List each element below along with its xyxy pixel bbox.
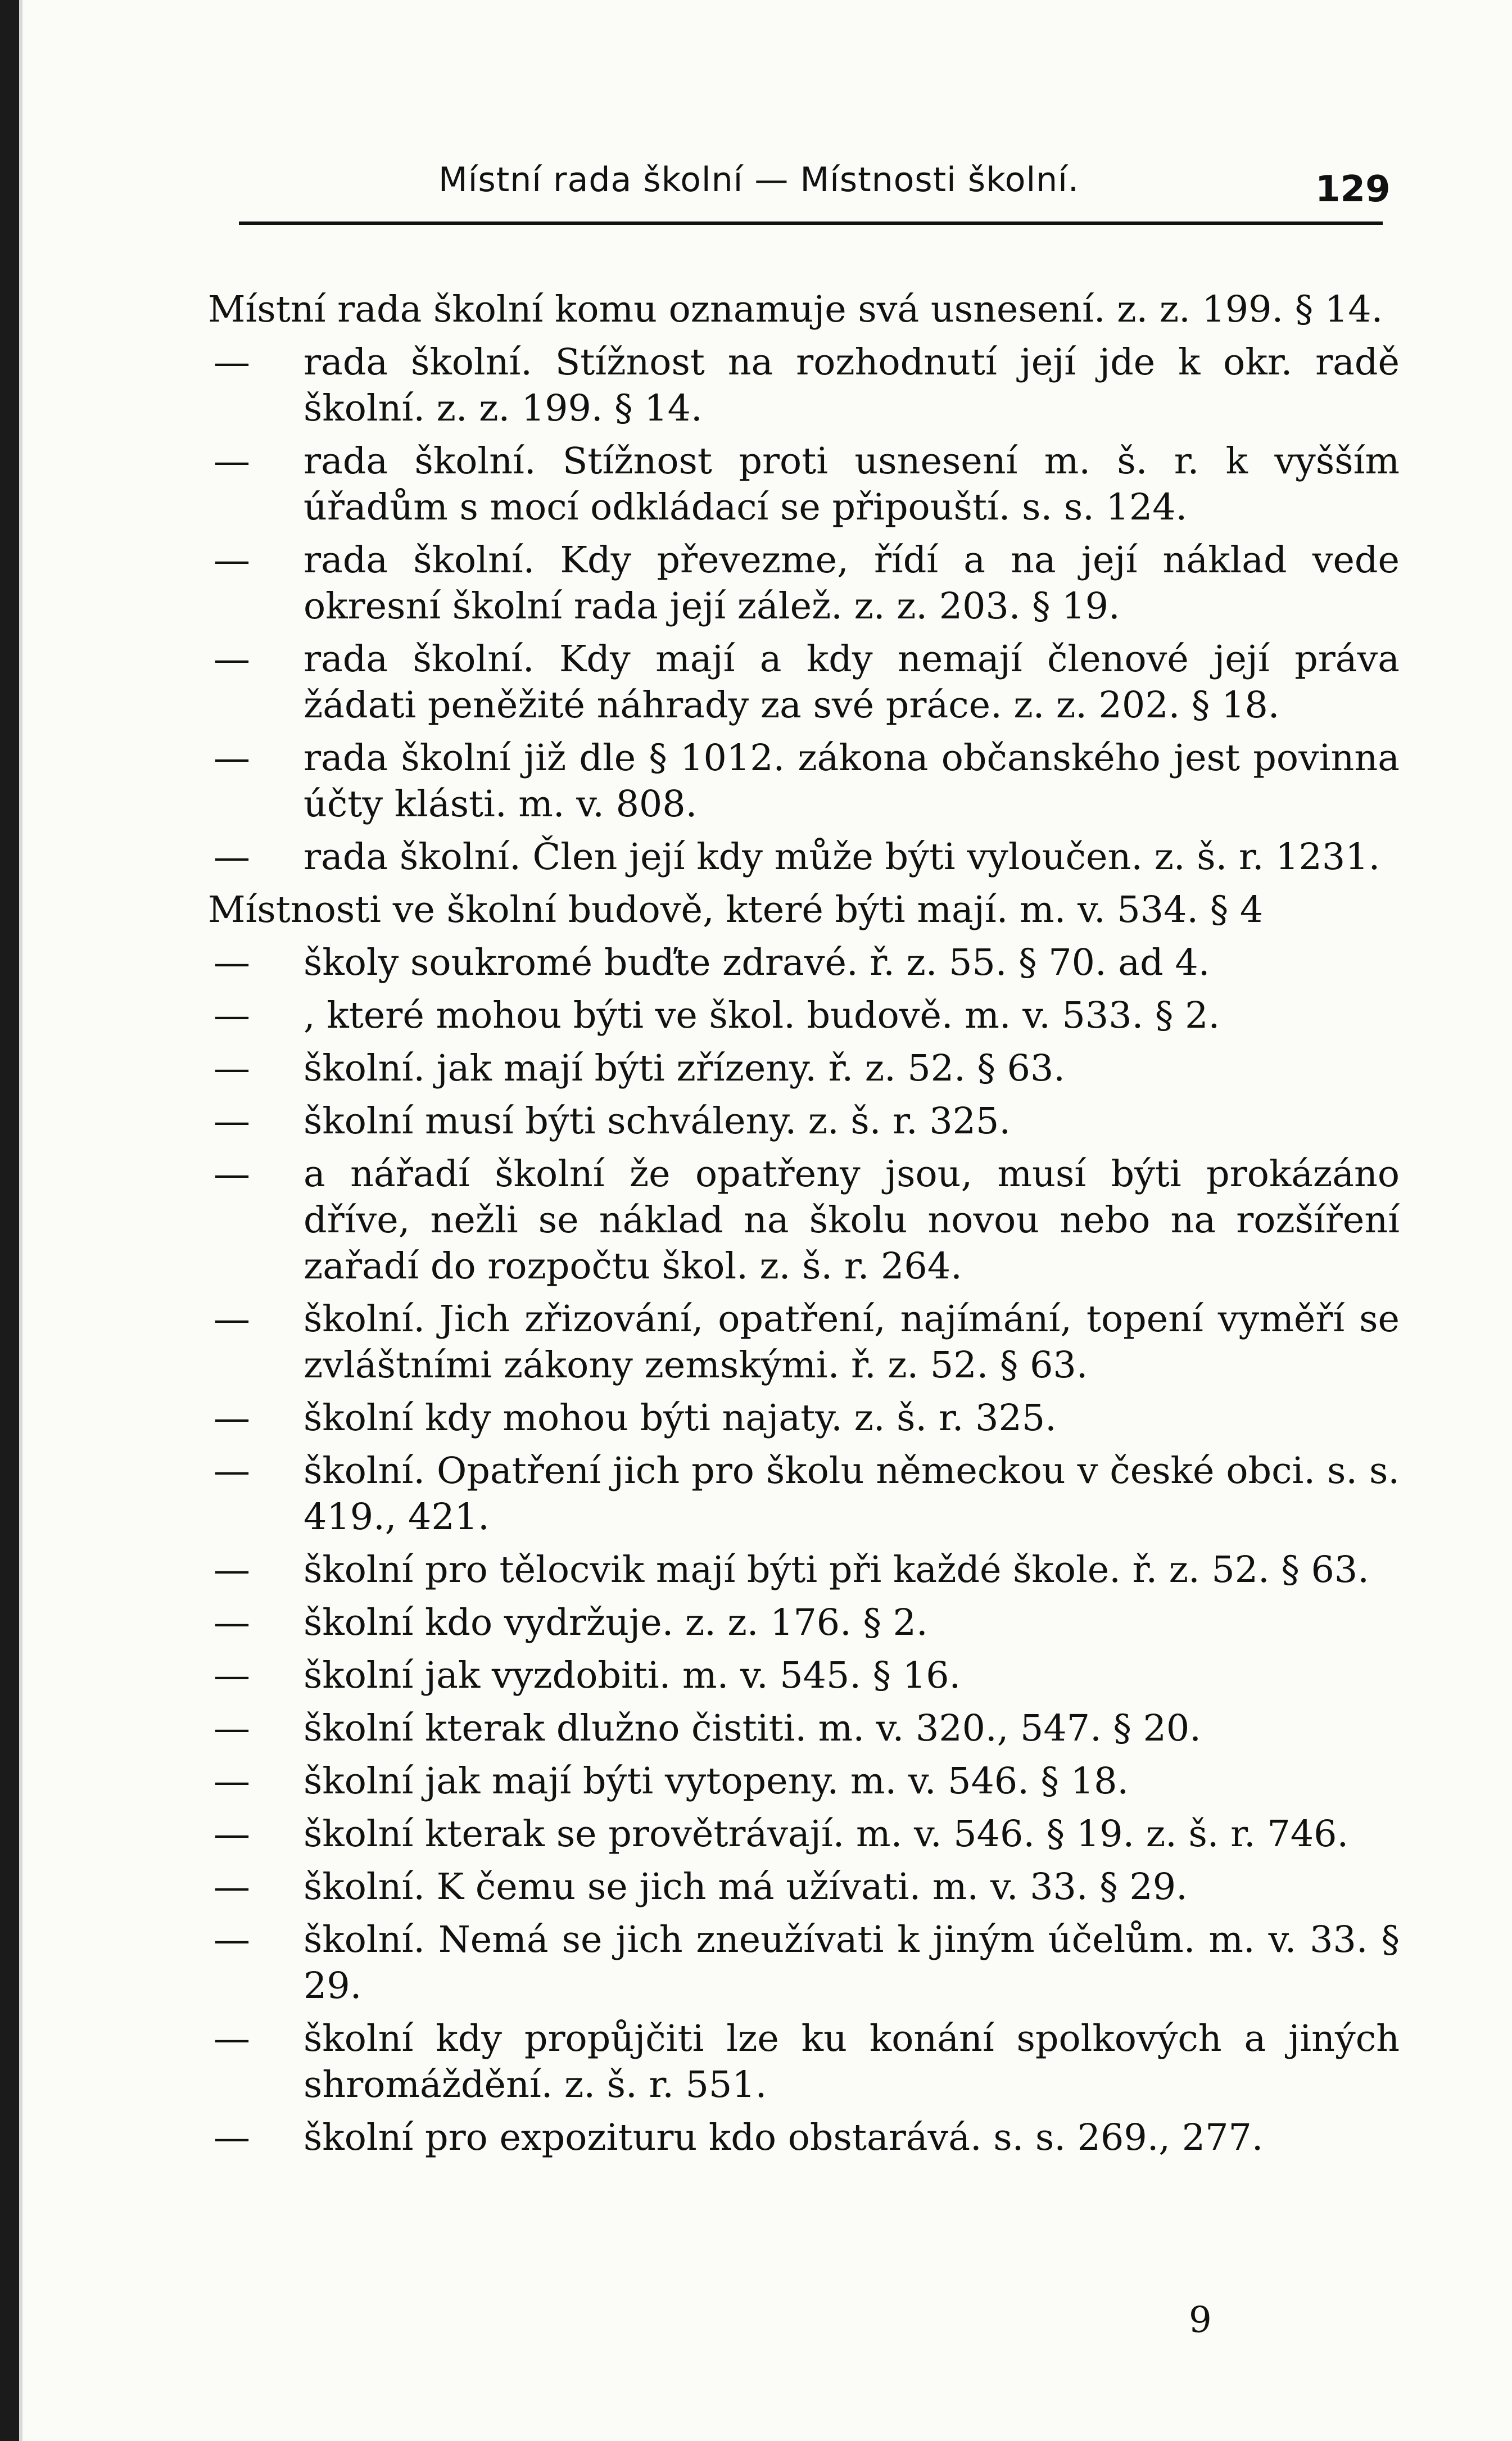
entry-text: školní pro expozituru kdo obstarává. s. s. 269., 277. bbox=[304, 2117, 1264, 2159]
entry-dash: — bbox=[214, 737, 250, 779]
entry-text: školní musí býti schváleny. z. š. r. 325. bbox=[304, 1100, 1011, 1142]
index-heading-entry bbox=[208, 287, 1400, 333]
index-sub-entry bbox=[208, 1811, 1400, 1857]
entry-text: školní. Nemá se jich zneužívati k jiným účelům. m. v. 33. § 29. bbox=[304, 1919, 1400, 2007]
entry-dash: — bbox=[214, 995, 250, 1037]
index-entries bbox=[208, 287, 1400, 2168]
entry-text: školní pro tělocvik mají býti při každé škole. ř. z. 52. § 63. bbox=[304, 1549, 1369, 1591]
index-sub-entry bbox=[208, 1547, 1400, 1593]
index-sub-entry bbox=[208, 636, 1400, 729]
entry-text: školní. jak mají býti zřízeny. ř. z. 52. § 63. bbox=[304, 1047, 1065, 1090]
entry-text: rada školní. Kdy převezme, řídí a na její náklad vede okresní školní rada její zálež. z. z. 203. § 19. bbox=[304, 539, 1400, 627]
entry-dash: — bbox=[214, 539, 250, 581]
index-sub-entry bbox=[208, 2115, 1400, 2161]
entry-dash: — bbox=[214, 1866, 250, 1908]
entry-text: školní kterak dlužno čistiti. m. v. 320., 547. § 20. bbox=[304, 1707, 1201, 1750]
entry-text: rada školní. Člen její kdy může býti vyloučen. z. š. r. 1231. bbox=[304, 836, 1380, 878]
index-sub-entry bbox=[208, 1296, 1400, 1389]
index-sub-entry bbox=[208, 1151, 1400, 1290]
entry-dash: — bbox=[214, 1047, 250, 1090]
index-sub-entry bbox=[208, 1653, 1400, 1699]
entry-text: Místnosti ve školní budově, které býti mají. m. v. 534. § 4 bbox=[208, 889, 1264, 931]
running-head: Místní rada školní — Místnosti školní. bbox=[438, 160, 1079, 200]
entry-dash: — bbox=[214, 1450, 250, 1492]
entry-text: rada školní. Stížnost proti usnesení m. š. r. k vyšším úřadům s mocí odkládací se připouští. s. s. 124. bbox=[304, 440, 1400, 528]
index-sub-entry bbox=[208, 340, 1400, 432]
entry-dash: — bbox=[214, 2117, 250, 2159]
index-sub-entry bbox=[208, 1395, 1400, 1441]
entry-dash: — bbox=[214, 836, 250, 878]
entry-dash: — bbox=[214, 1655, 250, 1697]
entry-dash: — bbox=[214, 1813, 250, 1855]
index-sub-entry bbox=[208, 1600, 1400, 1646]
entry-text: školní kdy mohou býti najaty. z. š. r. 325. bbox=[304, 1397, 1057, 1439]
index-sub-entry bbox=[208, 1448, 1400, 1540]
entry-dash: — bbox=[214, 1602, 250, 1644]
index-sub-entry bbox=[208, 1759, 1400, 1805]
book-page bbox=[22, 0, 1512, 2441]
entry-text: školní. K čemu se jich má užívati. m. v. 33. § 29. bbox=[304, 1866, 1188, 1908]
entry-dash: — bbox=[214, 2018, 250, 2060]
entry-dash: — bbox=[214, 440, 250, 482]
page-binding-edge bbox=[0, 0, 19, 2441]
index-sub-entry bbox=[208, 2016, 1400, 2108]
index-sub-entry bbox=[208, 993, 1400, 1039]
index-sub-entry bbox=[208, 537, 1400, 630]
entry-text: školy soukromé buďte zdravé. ř. z. 55. § 70. ad 4. bbox=[304, 942, 1210, 984]
index-sub-entry bbox=[208, 1864, 1400, 1910]
entry-text: školní. Jich zřizování, opatření, najímání, topení vyměří se zvláštními zákony zemskými. ř. z. 52. § 63. bbox=[304, 1298, 1400, 1386]
entry-text: školní jak mají býti vytopeny. m. v. 546. § 18. bbox=[304, 1760, 1129, 1802]
index-sub-entry bbox=[208, 1046, 1400, 1092]
entry-text: a nářadí školní že opatřeny jsou, musí býti prokázáno dříve, nežli se náklad na školu novou nebo na rozšíření zařadí do rozpočtu škol. z. š. r. 264. bbox=[304, 1153, 1400, 1287]
entry-dash: — bbox=[214, 341, 250, 383]
index-heading-entry bbox=[208, 887, 1400, 933]
header-rule bbox=[239, 222, 1383, 225]
entry-dash: — bbox=[214, 1100, 250, 1142]
entry-dash: — bbox=[214, 638, 250, 680]
entry-dash: — bbox=[214, 1919, 250, 1961]
entry-dash: — bbox=[214, 1707, 250, 1750]
entry-dash: — bbox=[214, 1549, 250, 1591]
entry-text: rada školní již dle § 1012. zákona občanského jest povinna účty klásti. m. v. 808. bbox=[304, 737, 1400, 825]
entry-text: rada školní. Kdy mají a kdy nemají členové její práva žádati peněžité náhrady za své práce. z. z. 202. § 18. bbox=[304, 638, 1400, 726]
entry-text: rada školní. Stížnost na rozhodnutí její jde k okr. radě školní. z. z. 199. § 14. bbox=[304, 341, 1400, 430]
entry-text: školní kterak se provětrávají. m. v. 546. § 19. z. š. r. 746. bbox=[304, 1813, 1349, 1855]
index-sub-entry bbox=[208, 940, 1400, 986]
entry-text: školní kdy propůjčiti lze ku konání spolkových a jiných shromáždění. z. š. r. 551. bbox=[304, 2018, 1400, 2106]
entry-dash: — bbox=[214, 942, 250, 984]
entry-text: školní jak vyzdobiti. m. v. 545. § 16. bbox=[304, 1655, 961, 1697]
entry-dash: — bbox=[214, 1298, 250, 1340]
entry-text: , které mohou býti ve škol. budově. m. v. 533. § 2. bbox=[304, 995, 1220, 1037]
index-sub-entry bbox=[208, 834, 1400, 880]
page-number: 129 bbox=[1315, 169, 1391, 210]
index-sub-entry bbox=[208, 1099, 1400, 1145]
signature-mark: 9 bbox=[1189, 2299, 1212, 2341]
index-sub-entry bbox=[208, 439, 1400, 531]
index-sub-entry bbox=[208, 1917, 1400, 2009]
entry-text: Místní rada školní komu oznamuje svá usnesení. z. z. 199. § 14. bbox=[208, 288, 1383, 331]
index-sub-entry bbox=[208, 735, 1400, 828]
entry-text: školní kdo vydržuje. z. z. 176. § 2. bbox=[304, 1602, 928, 1644]
entry-dash: — bbox=[214, 1760, 250, 1802]
entry-dash: — bbox=[214, 1153, 250, 1195]
index-sub-entry bbox=[208, 1706, 1400, 1752]
entry-text: školní. Opatření jich pro školu německou v české obci. s. s. 419., 421. bbox=[304, 1450, 1400, 1538]
entry-dash: — bbox=[214, 1397, 250, 1439]
